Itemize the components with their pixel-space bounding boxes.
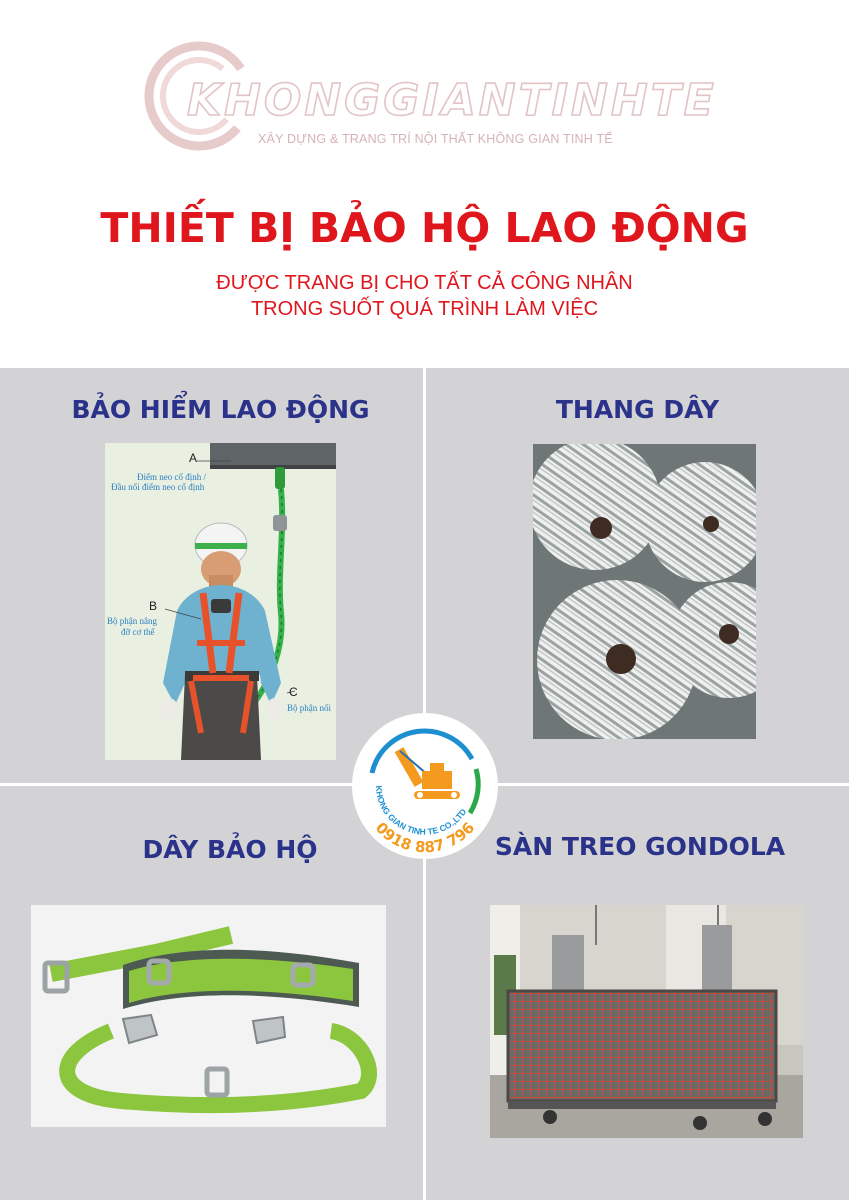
label-b-text-1: Bộ phận nâng bbox=[107, 616, 157, 626]
label-c-text: Bộ phận nối bbox=[287, 703, 331, 713]
section-title-gondola: SÀN TREO GONDOLA bbox=[494, 832, 786, 861]
label-b: B bbox=[149, 599, 158, 613]
label-b-text-2: đỡ cơ thể bbox=[121, 627, 155, 637]
label-c: C bbox=[289, 685, 298, 699]
label-a-text-2: Đầu nối điểm neo cố định bbox=[111, 482, 205, 492]
header bbox=[0, 0, 849, 368]
gondola-platform-photo bbox=[490, 905, 803, 1138]
company-badge bbox=[352, 713, 498, 859]
label-a-text-1: Điểm neo cố định / bbox=[137, 472, 206, 482]
brand-tagline: XÂY DỰNG & TRANG TRÍ NỘI THẤT KHÔNG GIAN TINH TẾ bbox=[258, 132, 613, 146]
section-title-day-bao-ho: DÂY BẢO HỘ bbox=[142, 835, 318, 864]
badge-phone: 0918 887 796 bbox=[371, 818, 479, 857]
safety-harness-illustration bbox=[105, 443, 336, 760]
safety-belt-photo bbox=[31, 905, 386, 1127]
subtitle-line-2: TRONG SUỐT QUÁ TRÌNH LÀM VIỆC bbox=[250, 298, 599, 320]
brand-wordmark: KHONGGIANTINHTE bbox=[187, 75, 717, 126]
label-a: A bbox=[189, 451, 198, 465]
section-title-thang-day: THANG DÂY bbox=[555, 395, 720, 424]
subtitle-line-1: ĐƯỢC TRANG BỊ CHO TẤT CẢ CÔNG NHÂN bbox=[216, 272, 633, 294]
badge-graphic bbox=[352, 713, 498, 859]
badge-company: KHONG GIAN TINH TE CO.,LTD bbox=[373, 785, 469, 837]
page-title: THIẾT BỊ BẢO HỘ LAO ĐỘNG bbox=[100, 204, 749, 252]
page-subtitle bbox=[0, 270, 849, 322]
section-title-bao-hiem: BẢO HIỂM LAO ĐỘNG bbox=[71, 395, 370, 424]
rope-coils-photo bbox=[533, 444, 756, 739]
